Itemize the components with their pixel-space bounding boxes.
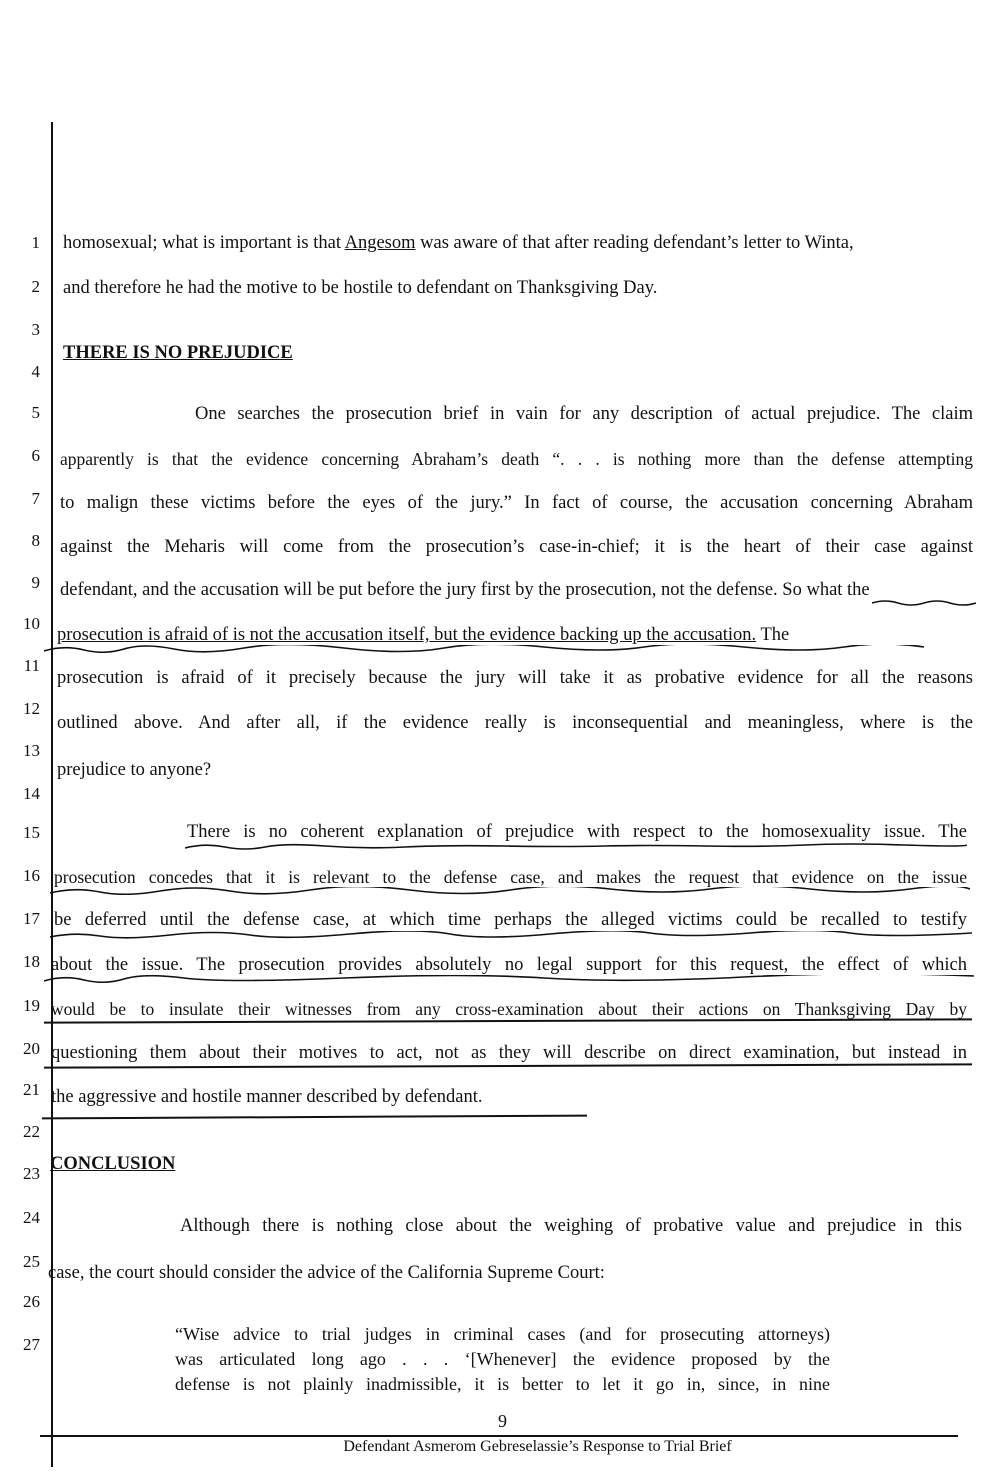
text-line: the aggressive and hostile manner described by defendant. bbox=[51, 1087, 483, 1107]
text-line: One searches the prosecution brief in vain for any description of actual prejudice. The claim bbox=[195, 404, 973, 424]
text-line: There is no coherent explanation of prejudice with respect to the homosexuality issue. The bbox=[187, 822, 967, 842]
text-line: about the issue. The prosecution provides absolutely no legal support for this request, the effect of which bbox=[51, 955, 967, 975]
block-quote-line: defense is not plainly inadmissible, it is better to let it go in, since, in nine bbox=[175, 1374, 830, 1394]
footer-rule bbox=[40, 1435, 958, 1437]
text-line: would be to insulate their witnesses from any cross-examination about their actions on Thanksgiving Day by bbox=[51, 999, 967, 1019]
text-line: prosecution is afraid of is not the accusation itself, but the evidence backing up the accusation. The bbox=[57, 625, 790, 645]
line-number: 6 bbox=[31, 446, 40, 465]
line-number: 1 bbox=[31, 233, 40, 252]
line-number: 7 bbox=[31, 489, 40, 508]
block-quote-line: was articulated long ago . . . ‘[Whenever] the evidence proposed by the bbox=[175, 1349, 830, 1369]
footer-title: Defendant Asmerom Gebreselassie’s Response to Trial Brief bbox=[343, 1438, 732, 1455]
line-number: 27 bbox=[23, 1335, 40, 1354]
block-quote-line: “Wise advice to trial judges in criminal cases (and for prosecuting attorneys) bbox=[175, 1324, 830, 1344]
text-line: prosecution is afraid of it precisely because the jury will take it as probative evidence for all the reasons bbox=[57, 668, 973, 688]
text-line: apparently is that the evidence concerning Abraham’s death “. . . is nothing more than the defense attempting bbox=[60, 449, 973, 469]
handwritten-underline bbox=[872, 599, 976, 607]
handwritten-underline bbox=[185, 843, 967, 851]
line-number: 19 bbox=[23, 996, 40, 1015]
text-line: and therefore he had the motive to be hostile to defendant on Thanksgiving Day. bbox=[63, 278, 658, 298]
line-number: 24 bbox=[23, 1208, 40, 1227]
line-number: 18 bbox=[23, 952, 40, 971]
line-number: 16 bbox=[23, 866, 40, 885]
handwritten-underline bbox=[50, 887, 970, 895]
line-number: 8 bbox=[31, 531, 40, 550]
line-number: 21 bbox=[23, 1080, 40, 1099]
line-number: 4 bbox=[31, 362, 40, 381]
line-number: 13 bbox=[23, 741, 40, 760]
line-number: 12 bbox=[23, 699, 40, 718]
handwritten-underline bbox=[44, 645, 924, 653]
line-number: 2 bbox=[31, 277, 40, 296]
text-line: prosecution concedes that it is relevant to the defense case, and makes the request that evidence on the issue bbox=[54, 867, 967, 887]
line-number: 14 bbox=[23, 784, 40, 803]
line-number: 25 bbox=[23, 1252, 40, 1271]
line-number: 3 bbox=[31, 320, 40, 339]
line-number: 26 bbox=[23, 1292, 40, 1311]
marked-text: prosecution is afraid of is not the accusation itself, but the evidence backing up the accusation. bbox=[57, 625, 757, 645]
line-number: 9 bbox=[31, 573, 40, 592]
line-number: 17 bbox=[23, 909, 40, 928]
line-number: 23 bbox=[23, 1164, 40, 1183]
handwritten-underline bbox=[42, 1115, 587, 1120]
text-line: prejudice to anyone? bbox=[57, 760, 212, 780]
text-line: case, the court should consider the advice of the California Supreme Court: bbox=[48, 1263, 605, 1283]
marked-text: So what the bbox=[782, 580, 870, 600]
text-line: defendant, and the accusation will be put before the jury first by the prosecution, not the defense. So what the bbox=[60, 580, 870, 600]
line-number: 10 bbox=[23, 614, 40, 633]
section-heading-conclusion: CONCLUSION bbox=[50, 1154, 176, 1174]
text-line: Although there is nothing close about the weighing of probative value and prejudice in this bbox=[180, 1216, 962, 1236]
page-number: 9 bbox=[498, 1411, 507, 1431]
line-number: 15 bbox=[23, 823, 40, 842]
text-line: homosexual; what is important is that Angesom was aware of that after reading defendant’s letter to Winta, bbox=[63, 233, 854, 253]
text-line: be deferred until the defense case, at which time perhaps the alleged victims could be recalled to testify bbox=[54, 910, 967, 930]
underlined-name: Angesom bbox=[344, 233, 416, 253]
section-heading-no-prejudice: THERE IS NO PREJUDICE bbox=[63, 343, 293, 363]
text-line: to malign these victims before the eyes of the jury.” In fact of course, the accusation concerning Abraham bbox=[60, 493, 973, 513]
handwritten-underline bbox=[44, 1063, 972, 1068]
text-line: outlined above. And after all, if the evidence really is inconsequential and meaningless, where is the bbox=[57, 713, 973, 733]
text-line: against the Meharis will come from the prosecution’s case-in-chief; it is the heart of their case against bbox=[60, 537, 973, 557]
line-number: 5 bbox=[31, 403, 40, 422]
line-number: 22 bbox=[23, 1122, 40, 1141]
text-line: questioning them about their motives to act, not as they will describe on direct examination, but instead in bbox=[51, 1043, 967, 1063]
line-number: 11 bbox=[23, 656, 40, 675]
line-number: 20 bbox=[23, 1039, 40, 1058]
handwritten-underline bbox=[44, 975, 974, 983]
handwritten-underline bbox=[50, 931, 972, 939]
